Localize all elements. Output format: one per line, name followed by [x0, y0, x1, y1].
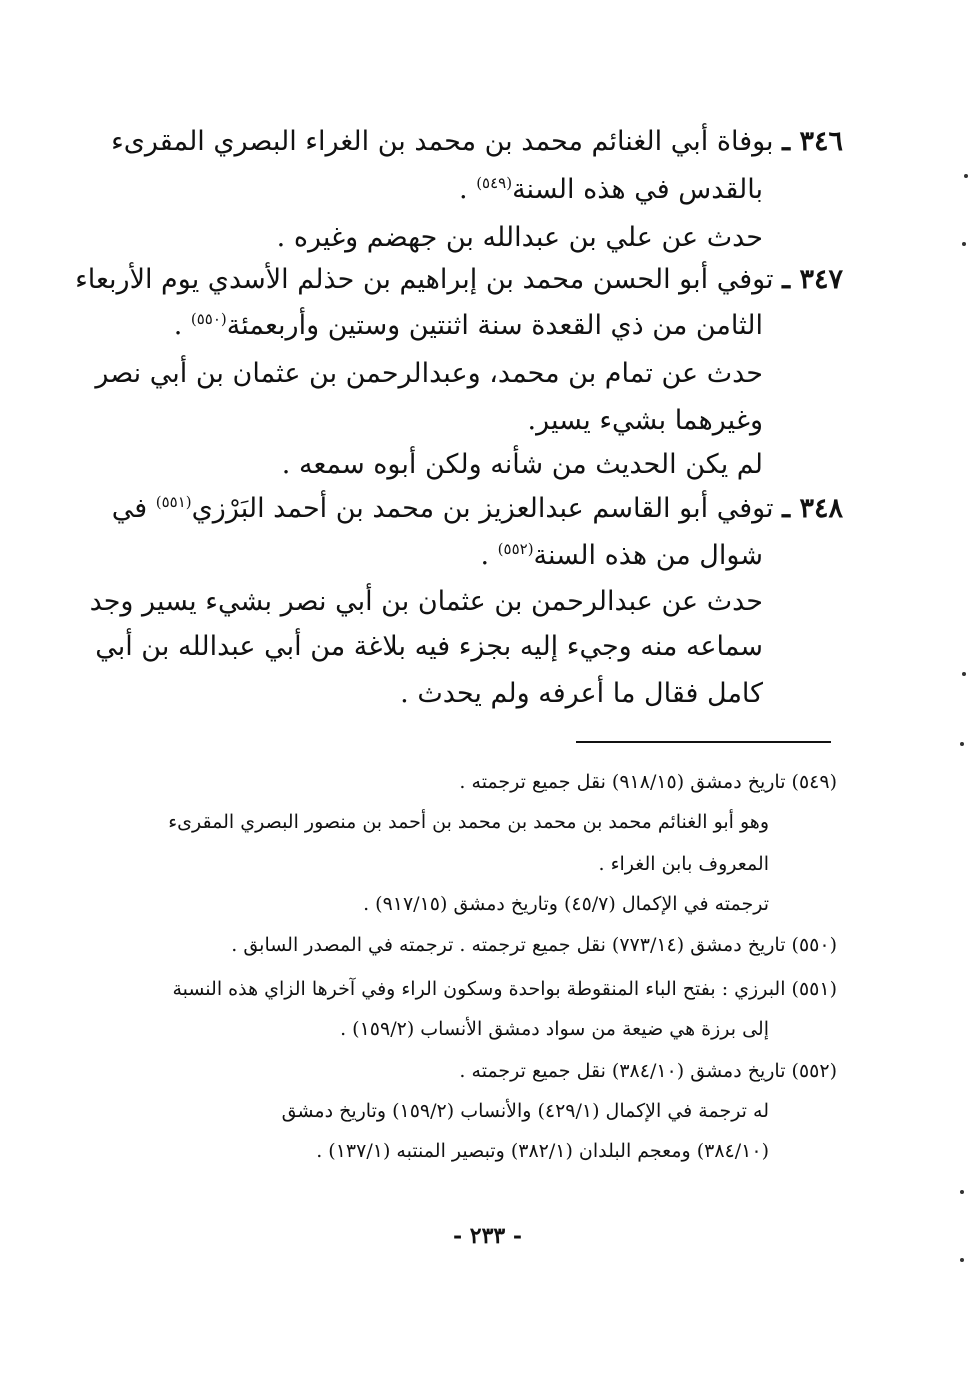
entry-347-number: ٣٤٧ ـ: [782, 264, 843, 295]
entry-347-text-4: وغيرهما بشيء يسير.: [527, 405, 763, 436]
footnote-ref-552: (٥٥٢): [497, 540, 534, 558]
entry-348-text-3: حدث عن عبدالرحمن بن عثمان بن أبي نصر بشيء يسير وجد: [89, 586, 763, 617]
entry-346-number: ٣٤٦ ـ: [782, 126, 843, 157]
scan-speck: [960, 742, 964, 746]
entry-348-line-5: [400, 680, 763, 707]
entry-347-text-2-end: .: [173, 310, 183, 341]
entry-347-text-5: لم يكن الحديث من شأنه ولكن أبوه سمعه .: [281, 449, 763, 480]
entry-346-line-1: [111, 128, 843, 155]
footnote-549-line-2: وهو أبو الغنائم محمد بن محمد بن محمد بن أحمد بن منصور البصري المقرىء: [168, 811, 769, 833]
footnote-ref-549: (٥٤٩): [476, 174, 513, 192]
entry-348-line-4: [95, 633, 763, 660]
footnote-551-line-2: إلى برزة هي ضيعة من سواد دمشق الأنساب (١٥٩/٢) .: [340, 1018, 769, 1040]
footnote-552-line-1: (٥٥٢) تاريخ دمشق (٣٨٤/١٠) نقل جميع ترجمته .: [459, 1060, 837, 1082]
entry-348-line-1: [112, 495, 843, 522]
footnote-ref-551: (٥٥١): [155, 493, 192, 511]
entry-348-text-1b: في: [111, 493, 148, 524]
entry-348-text-1a: توفي أبو القاسم عبدالعزيز بن محمد بن أحمد البَرْزي: [191, 493, 774, 524]
entry-346-text-2-end: .: [459, 174, 468, 205]
entry-348-line-2: [480, 542, 763, 569]
entry-348-line-3: [90, 588, 763, 615]
entry-347-line-4: [528, 407, 763, 434]
entry-347-line-2: [174, 312, 763, 339]
entry-346-text-2: بالقدس في هذه السنة: [512, 174, 763, 205]
scan-speck: [960, 1258, 964, 1262]
entry-347-line-1: [75, 266, 843, 293]
entry-347-line-3: [95, 360, 763, 387]
entry-347-line-5: [282, 451, 763, 478]
entry-346-text-1: بوفاة أبي الغنائم محمد بن محمد بن الغراء البصري المقرىء: [111, 126, 774, 157]
entry-347-text-1: توفي أبو الحسن محمد بن إبراهيم بن حذلم الأسدي يوم الأربعاء: [75, 264, 774, 295]
footnote-549-line-1: (٥٤٩) تاريخ دمشق (٩١٨/١٥) نقل جميع ترجمته .: [459, 771, 837, 793]
entry-348-text-4: سماعه منه وجيء إليه بجزء فيه بلاغة من أبي عبدالله بن أبي: [95, 631, 763, 662]
footnote-549-line-4: ترجمته في الإكمال (٤٥/٧) وتاريخ دمشق (٩١٧/١٥) .: [363, 893, 769, 915]
footnote-550-line-1: (٥٥٠) تاريخ دمشق (٧٧٣/١٤) نقل جميع ترجمته . ترجمته في المصدر السابق .: [231, 934, 837, 956]
footnote-551-line-1: (٥٥١) البرزي : بفتح الباء المنقوطة بواحدة وسكون الراء وفي آخرها الزاي هذه النسبة: [172, 978, 837, 1000]
scan-speck: [960, 1190, 964, 1194]
scan-speck: [962, 242, 966, 246]
footnote-ref-550: (٥٥٠): [190, 310, 227, 328]
footnote-separator: [576, 741, 831, 743]
entry-348-number: ٣٤٨ ـ: [782, 493, 843, 524]
entry-348-text-2-end: .: [480, 540, 490, 571]
entry-346-text-3: حدث عن علي بن عبدالله بن جهضم وغيره .: [276, 222, 763, 253]
footnote-552-line-2: له ترجمة في الإكمال (٤٢٩/١) والأنساب (١٥٩/٢) وتاريخ دمشق: [281, 1100, 769, 1122]
footnote-549-line-3: المعروف بابن الغراء .: [598, 853, 769, 875]
page-number: - ٢٣٣ -: [452, 1223, 523, 1249]
entry-346-line-3: [277, 224, 763, 251]
footnote-552-line-3: (٣٨٤/١٠) ومعجم البلدان (٣٨٢/١) وتبصير المنتبه (١٣٧/١) .: [316, 1140, 769, 1162]
entry-347-text-2: الثامن من ذي القعدة سنة اثنتين وستين وأربعمئة: [226, 310, 763, 341]
entry-346-line-2: [459, 176, 763, 203]
scan-speck: [962, 672, 966, 676]
scan-speck: [964, 174, 968, 178]
entry-348-text-5: كامل فقال ما أعرفه ولم يحدث .: [400, 678, 763, 709]
entry-347-text-3: حدث عن تمام بن محمد، وعبدالرحمن بن عثمان بن أبي نصر: [95, 358, 763, 389]
entry-348-text-2: شوال من هذه السنة: [533, 540, 763, 571]
